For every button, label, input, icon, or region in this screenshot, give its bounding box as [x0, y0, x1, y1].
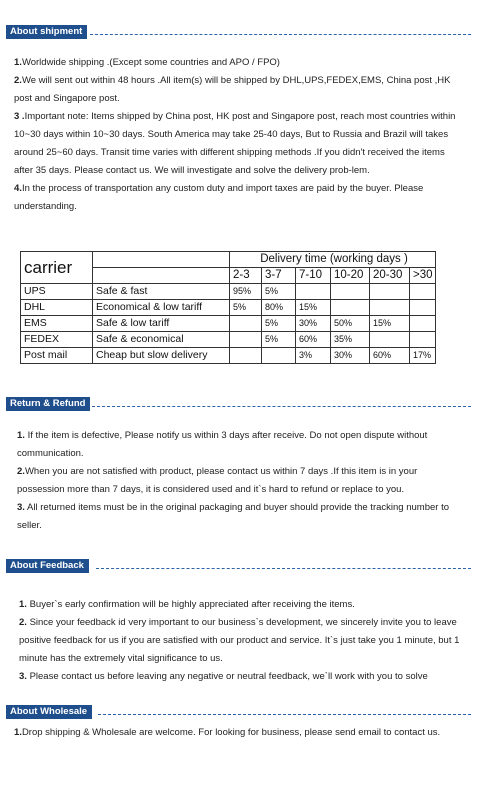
shipment-list [14, 54, 466, 216]
range-header: 20-30 [370, 268, 410, 284]
table-cell: 80% [262, 300, 296, 316]
carrier-name: FEDEX [21, 332, 93, 348]
table-cell: 60% [296, 332, 331, 348]
table-row [21, 332, 436, 348]
list-item: 1.Drop shipping & Wholesale are welcome. For looking for business, please send email to contact us. [14, 727, 441, 738]
section-title-feedback: About Feedback [6, 559, 89, 573]
range-header: 2-3 [230, 268, 262, 284]
table-cell [410, 332, 436, 348]
list-item: 3. All returned items must be in the original packaging and buyer should provide the tracking number to seller. [17, 502, 449, 531]
table-cell [331, 284, 370, 300]
table-cell: 3% [296, 348, 331, 364]
section-title-wholesale: About Wholesale [6, 705, 92, 719]
table-cell: 17% [410, 348, 436, 364]
table-cell: 60% [370, 348, 410, 364]
table-cell [370, 332, 410, 348]
section-header-shipment [6, 25, 471, 39]
carrier-desc: Cheap but slow delivery [93, 348, 230, 364]
list-item: 1. If the item is defective, Please notify us within 3 days after receive. Do not open dispute without communication. [17, 430, 428, 459]
carrier-desc: Safe & economical [93, 332, 230, 348]
section-title-shipment: About shipment [6, 25, 87, 39]
table-cell [410, 300, 436, 316]
delivery-time-header: Delivery time (working days ) [230, 252, 436, 268]
carrier-desc: Economical & low tariff [93, 300, 230, 316]
table-cell [370, 284, 410, 300]
dashed-divider [90, 34, 471, 35]
dashed-divider [96, 568, 471, 569]
list-item: 3 .Important note: Items shipped by China post, HK post and Singapore post, reach most countries within 10~30 days within 10~30 days. South America may take 25-40 days, But to Russia and Brazil will takes around 25~60 days. Transit time varies with different shipping methods .If you didn't received the items after 35 days. Please contact us. We will investigate and solve the delivery prob-lem. [14, 111, 456, 176]
table-cell: 5% [262, 284, 296, 300]
table-cell [410, 316, 436, 332]
list-item: 3. Please contact us before leaving any negative or neutral feedback, we`ll work with you to solve [19, 671, 428, 682]
table-cell [230, 332, 262, 348]
table-row [21, 300, 436, 316]
table-cell: 30% [331, 348, 370, 364]
section-title-refund: Return & Refund [6, 397, 90, 411]
carrier-name: DHL [21, 300, 93, 316]
table-cell: 5% [262, 332, 296, 348]
table-cell: 15% [296, 300, 331, 316]
table-cell: 15% [370, 316, 410, 332]
table-cell [262, 348, 296, 364]
table-row [21, 348, 436, 364]
dashed-divider [92, 406, 471, 407]
list-item: 1.Worldwide shipping .(Except some countries and APO / FPO) [14, 57, 280, 68]
list-item: 4.In the process of transportation any custom duty and import taxes are paid by the buyer. Please understanding. [14, 183, 424, 212]
range-header: >30 [410, 268, 436, 284]
table-row [21, 284, 436, 300]
list-item: 2.We will sent out within 48 hours .All item(s) will be shipped by DHL,UPS,FEDEX,EMS, China post ,HK post and Singapore post. [14, 75, 451, 104]
section-header-feedback [6, 559, 471, 573]
wholesale-list [14, 724, 466, 742]
table-cell: 35% [331, 332, 370, 348]
list-item: 2. Since your feedback id very important to our business`s development, we sincerely invite you to leave positive feedback for us if you are satisfied with our product and service. It`s just take you 1 minute, but 1 minute has the extremely vital significance to us. [19, 617, 460, 664]
table-cell [230, 348, 262, 364]
carrier-name: UPS [21, 284, 93, 300]
feedback-list [19, 596, 467, 686]
table-cell [370, 300, 410, 316]
table-cell: 50% [331, 316, 370, 332]
table-cell: 95% [230, 284, 262, 300]
table-cell: 5% [262, 316, 296, 332]
list-item: 1. Buyer`s early confirmation will be highly appreciated after receiving the items. [19, 599, 355, 610]
table-row [21, 316, 436, 332]
section-header-refund [6, 397, 471, 411]
table-cell [331, 300, 370, 316]
delivery-time-table [20, 251, 436, 364]
carrier-name: EMS [21, 316, 93, 332]
table-cell [230, 316, 262, 332]
table-cell [296, 284, 331, 300]
section-header-wholesale [6, 705, 471, 719]
dashed-divider [98, 714, 471, 715]
table-cell [410, 284, 436, 300]
carrier-desc: Safe & fast [93, 284, 230, 300]
carrier-desc: Safe & low tariff [93, 316, 230, 332]
table-cell: 5% [230, 300, 262, 316]
range-header: 3-7 [262, 268, 296, 284]
carrier-header: carrier [21, 252, 93, 284]
range-header: 10-20 [331, 268, 370, 284]
range-header: 7-10 [296, 268, 331, 284]
table-cell: 30% [296, 316, 331, 332]
carrier-name: Post mail [21, 348, 93, 364]
refund-list [17, 427, 465, 535]
list-item: 2.When you are not satisfied with product, please contact us within 7 days .If this item is in your possession more than 7 days, it is considered used and it`s hard to refund or replace to you. [17, 466, 418, 495]
